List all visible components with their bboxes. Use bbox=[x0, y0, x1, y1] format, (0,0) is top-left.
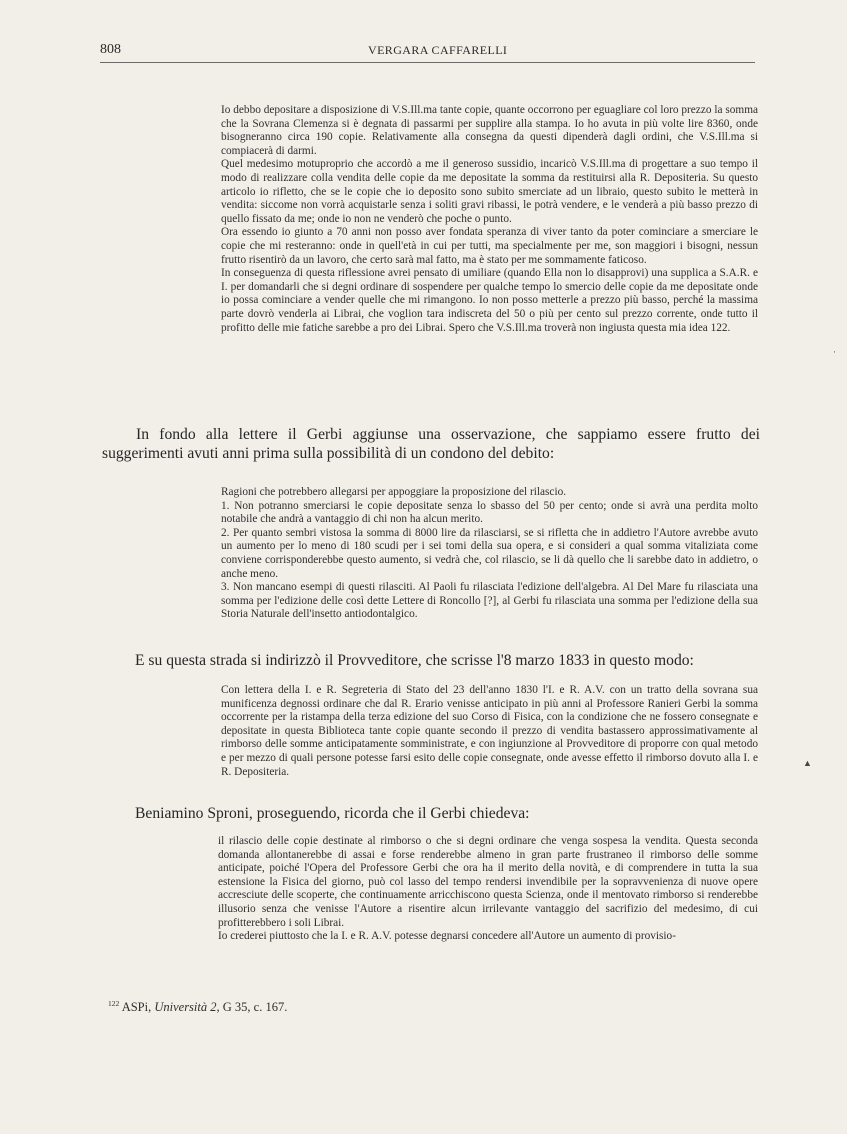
footnote-ref: , G 35, c. 167. bbox=[216, 1000, 288, 1014]
block-quote-provveditore bbox=[221, 684, 758, 779]
body-paragraph: Beniamino Sproni, proseguendo, ricorda che il Gerbi chiedeva: bbox=[135, 805, 530, 822]
quote-paragraph: Io debbo depositare a disposizione di V.S.Ill.ma tante copie, quante occorrono per eguagliare col loro prezzo la somma che la Sovrana Clemenza si è degnata di passarmi per supplire alla stampa. Io ho avuta in più volte lire 8360, onde bisogneranno circa 190 copie. Relativamente alla consegna da questi dipenderà dagli ordini, che V.S.Ill.ma si compiacerà di darmi. bbox=[221, 104, 758, 157]
footnote-number: 122 bbox=[108, 999, 120, 1008]
block-quote-reasons bbox=[221, 486, 758, 622]
footnote-archive: ASPi, bbox=[121, 1000, 152, 1014]
body-paragraph: In fondo alla lettere il Gerbi aggiunse una osservazione, che sappiamo essere frutto dei suggerimenti avuti anni prima sulla possibilità di un condono del debito: bbox=[102, 426, 760, 462]
footnote bbox=[108, 1000, 287, 1015]
running-head: VERGARA CAFFARELLI bbox=[368, 43, 508, 57]
quote-paragraph: il rilascio delle copie destinate al rimborso o che si degni ordinare che venga sospesa la vendita. Questa seconda domanda allontanerebbe di assai e forse renderebbe almeno in gran parte frustraneo il rimborso delle somme anticipate, poiché l'Opera del Professore Gerbi che ora ha il merito della novità, e di comprendere in tutta la sua estensione la Fisica del giorno, può col lasso del tempo rendersi invendibile per la sopravvenienza di nuove opere accresciute delle scoperte, che continuamente arricchiscono questa Scienza, onde il mentovato rimborso si renderebbe illusorio senza che venisse l'Autore a risentire alcun irrilevante vantaggio del sacrifizio del medesimo, di cui profitterebbero i soli Librai. bbox=[218, 835, 758, 929]
quote-paragraph: 3. Non mancano esempi di questi rilasciti. Al Paoli fu rilasciata l'edizione dell'algebra. Al Del Mare fu rilasciata una somma per l'edizione delle così dette Lettere di Roncollo [?], al Gerbi fu rilasciata una somma per l'edizione della sua Storia Naturale dell'insetto antiodontalgico. bbox=[221, 581, 758, 621]
page-header bbox=[100, 40, 755, 63]
quote-paragraph: Quel medesimo motuproprio che accordò a me il generoso sussidio, incaricò V.S.Ill.ma di progettare a suo tempo il modo di realizzare colla vendita delle copie da me depositate la somma da restituirsi alla R. Depositeria. Su questo articolo io rifletto, che se le copie che io deposito sono subito smerciate ad un libraio, questo subito le metterà in vendita: siccome non vorrà acquistarle senza i soliti gravi ribassi, le potrà vendere, e le venderà a più basso prezzo di quello fissato da me; onde io non ne venderò che poche o punto. bbox=[221, 158, 758, 225]
footnote-work: Università 2 bbox=[154, 1000, 217, 1014]
quote-paragraph: 2. Per quanto sembri vistosa la somma di 8000 lire da rilasciarsi, se si rifletta che in addietro l'Autore avrebbe avuto un aumento per lo meno di 180 scudi per i sei tomi della sua opera, e si consideri a qual somma vitaliziata come conviene corrisponderebbe questo aumento, si vedrà che, col rilascio, se li dà quello che li sarebbe dato in addietro, o anche meno. bbox=[221, 526, 758, 580]
block-quote-sproni bbox=[218, 835, 758, 944]
page-number: 808 bbox=[100, 42, 121, 57]
block-quote-letter bbox=[221, 104, 758, 335]
quote-paragraph: Con lettera della I. e R. Segreteria di Stato del 23 dell'anno 1830 l'I. e R. A.V. con un tratto della sovrana sua munificenza degnossi ordinare che dal R. Erario venisse anticipato in più anni al Professore Ranieri Gerbi la somma occorrente per la ristampa della terza edizione del suo Corso di Fisica, con la condizione che ne fossero consegnate e depositate in questa Biblioteca tante copie quante secondo il prezzo di vendita bastassero approssimativamente al rimborso delle somme anticipatamente somministrate, e con ingiunzione al Provveditore di proporre con qual metodo e per mezzo di quali persone potesse farsi esito delle copie consegnate, onde avesse effetto il rimborso dovuto alla I. e R. Depositeria. bbox=[221, 684, 758, 778]
quote-paragraph: Io crederei piuttosto che la I. e R. A.V. potesse degnarsi concedere all'Autore un aumento di provisio- bbox=[218, 930, 676, 943]
quote-paragraph: 1. Non potranno smerciarsi le copie depositate senza lo sbasso del 50 per cento; onde si avrà una perdita molto notabile che andrà a vantaggio di chi non ha alcun merito. bbox=[221, 499, 758, 526]
quote-paragraph: Ragioni che potrebbero allegarsi per appoggiare la proposizione del rilascio. bbox=[221, 486, 567, 498]
body-paragraph: E su questa strada si indirizzò il Provveditore, che scrisse l'8 marzo 1833 in questo modo: bbox=[135, 652, 694, 669]
quote-paragraph: Ora essendo io giunto a 70 anni non posso aver fondata speranza di viver tanto da poter cominciare a smerciare le copie che mi resteranno: onde in quell'età in cui per tutti, ma specialmente per me, son maggiori i bisogni, nessun frutto risentirò da un lavoro, che certo sarà mal fatto, ma è stato per me sommamente faticoso. bbox=[221, 226, 758, 266]
margin-dot-mark: · bbox=[833, 347, 836, 357]
margin-arrow-mark: ▲ bbox=[803, 758, 812, 768]
quote-paragraph: In conseguenza di questa riflessione avrei pensato di umiliare (quando Ella non lo disapprovi) una supplica a S.A.R. e I. per domandarli che si degni ordinare di sospendere per qualche tempo lo smercio delle copie da me depositate onde io possa cominciare a vender quelle che mi rimangono. Io non posso metterle a prezzo più basso, perché la massima parte dovrò venderla ai Librai, che voglion tara indiscreta del 50 o più per cento sul prezzo corrente, onde tutto il profitto delle mie fatiche sarebbe a pro dei Librai. Spero che V.S.Ill.ma troverà non ingiusta questa mia idea 122. bbox=[221, 267, 758, 334]
